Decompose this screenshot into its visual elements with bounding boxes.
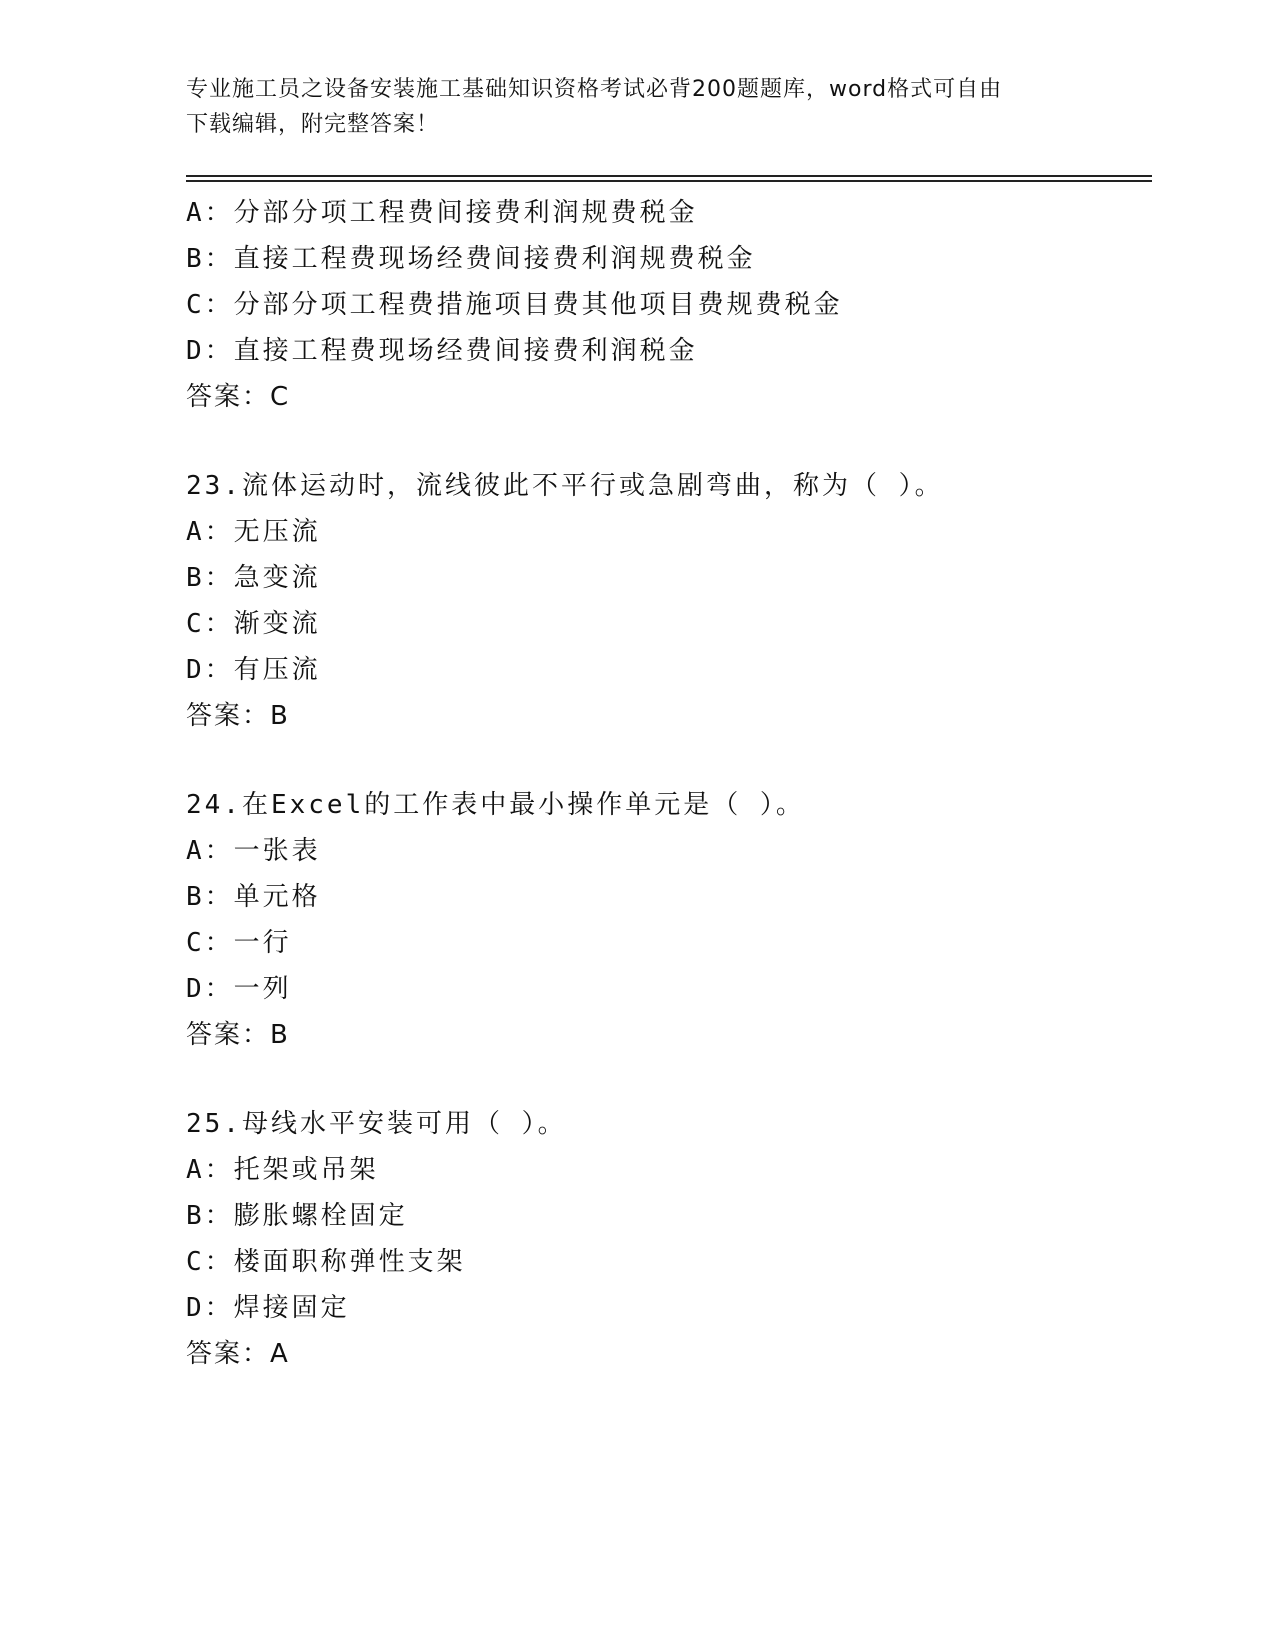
question-stem: 23.流体运动时，流线彼此不平行或急剧弯曲，称为（ ）。 xyxy=(186,471,944,501)
header-divider-bottom xyxy=(186,180,1152,182)
option-d: D：一列 xyxy=(186,974,292,1004)
document-header xyxy=(186,72,1106,142)
question-25 xyxy=(186,1101,1146,1377)
header-divider-top xyxy=(186,175,1152,177)
option-d: D：有压流 xyxy=(186,655,321,685)
option-d: D：焊接固定 xyxy=(186,1293,350,1323)
option-b: B：单元格 xyxy=(186,882,321,912)
option-a: A：分部分项工程费间接费利润规费税金 xyxy=(186,198,698,228)
question-24 xyxy=(186,782,1146,1058)
question-stem: 25.母线水平安装可用（ ）。 xyxy=(186,1109,567,1139)
option-a: A：一张表 xyxy=(186,836,321,866)
answer: 答案：B xyxy=(186,701,290,731)
option-b: B：膨胀螺栓固定 xyxy=(186,1201,408,1231)
question-22-continued xyxy=(186,190,1146,420)
option-c: C：渐变流 xyxy=(186,609,321,639)
question-list xyxy=(186,190,1146,1377)
option-b: B：直接工程费现场经费间接费利润规费税金 xyxy=(186,244,756,274)
question-stem: 24.在Excel的工作表中最小操作单元是（ ）。 xyxy=(186,790,805,820)
answer: 答案：C xyxy=(186,382,291,412)
question-23 xyxy=(186,463,1146,739)
answer: 答案：B xyxy=(186,1020,290,1050)
option-a: A：托架或吊架 xyxy=(186,1155,379,1185)
option-b: B：急变流 xyxy=(186,563,321,593)
option-c: C：一行 xyxy=(186,928,292,958)
header-line-1: 专业施工员之设备安装施工基础知识资格考试必背200题题库，word格式可自由 xyxy=(186,77,1003,102)
header-line-2: 下载编辑，附完整答案！ xyxy=(186,112,440,137)
option-c: C：分部分项工程费措施项目费其他项目费规费税金 xyxy=(186,290,843,320)
option-c: C：楼面职称弹性支架 xyxy=(186,1247,466,1277)
option-a: A：无压流 xyxy=(186,517,321,547)
answer: 答案：A xyxy=(186,1339,290,1369)
option-d: D：直接工程费现场经费间接费利润税金 xyxy=(186,336,698,366)
